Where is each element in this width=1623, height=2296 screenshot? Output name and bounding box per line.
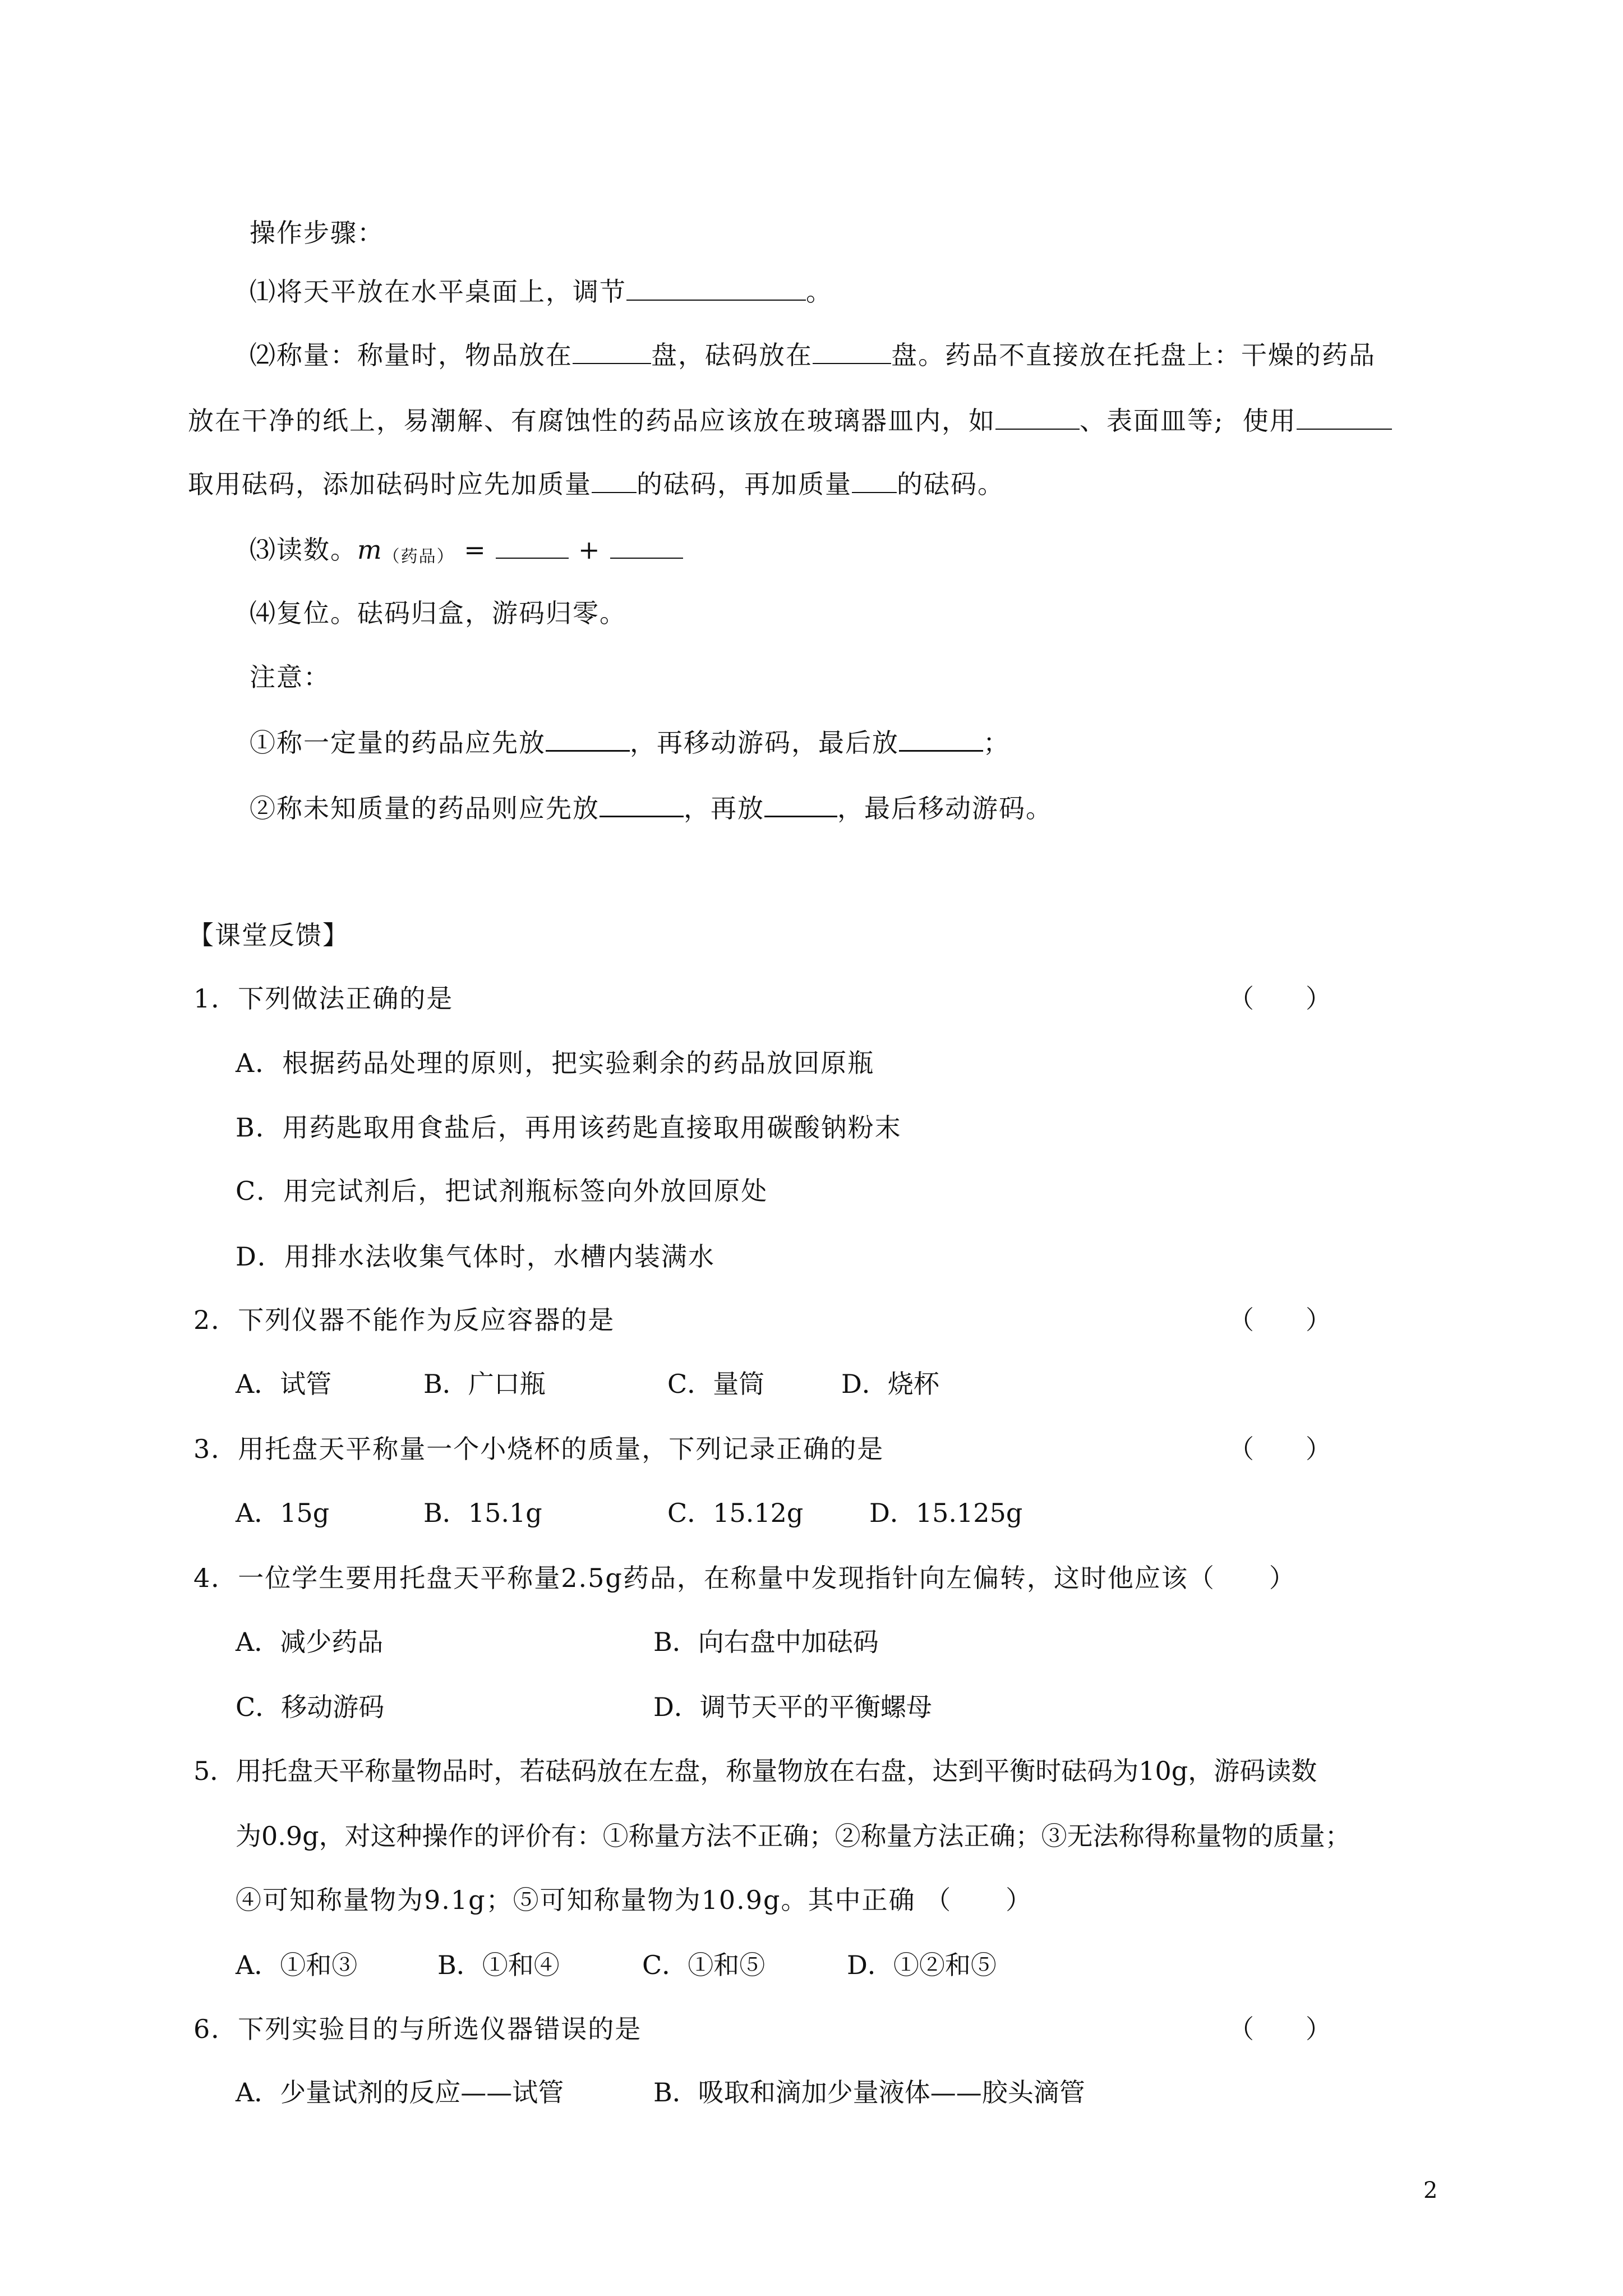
note-2-text-a: ②称未知质量的药品则应先放 xyxy=(250,793,600,823)
step-2-text-f: 取用砝码，添加砝码时应先加质量 xyxy=(188,469,592,499)
q1-option-c[interactable]: C．用完试剂后，把试剂瓶标签向外放回原处 xyxy=(236,1176,768,1206)
q4-option-a[interactable]: A．减少药品 xyxy=(236,1627,384,1657)
q2-option-c[interactable]: C．量筒 xyxy=(667,1369,765,1399)
step-1 xyxy=(250,275,833,309)
note-2 xyxy=(250,791,1053,825)
step-2-text-g: 的砝码，再加质量 xyxy=(637,469,852,499)
step-3 xyxy=(250,533,683,574)
q1-option-a[interactable]: A．根据药品处理的原则，把实验剩余的药品放回原瓶 xyxy=(236,1048,875,1078)
q1-stem: 1．下列做法正确的是 xyxy=(193,983,454,1014)
blank-object-pan[interactable] xyxy=(573,338,651,364)
q2-option-a[interactable]: A．试管 xyxy=(236,1369,332,1399)
q3-options xyxy=(236,1496,1357,1530)
blank-adjust[interactable] xyxy=(626,275,806,301)
q5-option-b[interactable]: B．①和④ xyxy=(437,1950,560,1980)
step-2-text-c: 盘。药品不直接放在托盘上：干燥的药品 xyxy=(891,340,1376,370)
page-number: 2 xyxy=(1423,2178,1438,2203)
step-2-text-b: 盘，砝码放在 xyxy=(651,340,813,370)
q4-option-c[interactable]: C．移动游码 xyxy=(236,1692,385,1722)
note-1-text-b: ，再移动游码，最后放 xyxy=(630,728,899,758)
q2-stem: 2．下列仪器不能作为反应容器的是 xyxy=(193,1305,615,1335)
step-2-line-1 xyxy=(250,338,1376,372)
blank-note-1a[interactable] xyxy=(546,725,630,752)
blank-note-1b[interactable] xyxy=(899,725,983,752)
steps-heading: 操作步骤： xyxy=(250,218,384,248)
q2-answer-paren[interactable]: （ ） xyxy=(1228,1305,1331,1335)
q4-option-b[interactable]: B．向右盘中加砝码 xyxy=(653,1627,879,1657)
q6-stem: 6．下列实验目的与所选仪器错误的是 xyxy=(193,2014,642,2044)
note-1-text-a: ①称一定量的药品应先放 xyxy=(250,728,546,758)
notes-heading: 注意： xyxy=(250,662,330,692)
q6-answer-paren[interactable]: （ ） xyxy=(1228,2014,1331,2044)
q4-stem: 4．一位学生要用托盘天平称量2.5g药品，在称量中发现指针向左偏转，这时他应该（ ） xyxy=(193,1563,1296,1593)
step-2-text-h: 的砝码。 xyxy=(897,469,1004,499)
step-2-text-d: 放在干净的纸上，易潮解、有腐蚀性的药品应该放在玻璃器皿内，如 xyxy=(188,406,995,436)
note-1 xyxy=(250,725,1010,760)
note-2-text-c: ，最后移动游码。 xyxy=(837,793,1053,823)
step-1-text: ⑴将天平放在水平桌面上，调节 xyxy=(250,277,626,307)
blank-container[interactable] xyxy=(995,404,1080,430)
q5-option-c[interactable]: C．①和⑤ xyxy=(642,1950,766,1980)
plus-sign: + xyxy=(569,535,611,565)
q5-line-3: ④可知称量物为9.1g；⑤可知称量物为10.9g。其中正确 （ ） xyxy=(236,1885,1033,1915)
q1-option-d[interactable]: D．用排水法收集气体时，水槽内装满水 xyxy=(236,1241,715,1272)
feedback-heading: 【课堂反馈】 xyxy=(188,920,349,950)
q6-option-b[interactable]: B．吸取和滴加少量液体——胶头滴管 xyxy=(653,2077,1085,2108)
blank-weight-pan[interactable] xyxy=(813,338,891,364)
q5-option-d[interactable]: D．①②和⑤ xyxy=(847,1950,997,1980)
step-2-text-a: ⑵称量：称量时，物品放在 xyxy=(250,340,573,370)
q2-option-d[interactable]: D．烧杯 xyxy=(841,1369,939,1399)
step-1-end: 。 xyxy=(806,277,833,307)
q5-options xyxy=(236,1948,1357,1982)
blank-tool[interactable] xyxy=(1297,404,1392,430)
q5-line-2: 为0.9g，对这种操作的评价有：①称量方法不正确；②称量方法正确；③无法称得称量物的质量； xyxy=(236,1821,1351,1851)
step-4: ⑷复位。砝码归盒，游码归零。 xyxy=(250,598,626,628)
q2-option-b[interactable]: B．广口瓶 xyxy=(423,1369,546,1399)
step-2-line-3 xyxy=(188,467,1004,501)
q3-option-b[interactable]: B．15.1g xyxy=(423,1498,542,1528)
step-2-line-2 xyxy=(188,404,1392,438)
note-1-text-c: ； xyxy=(983,728,1010,758)
q4-option-d[interactable]: D．调节天平的平衡螺母 xyxy=(653,1692,932,1722)
q3-stem: 3．用托盘天平称量一个小烧杯的质量，下列记录正确的是 xyxy=(193,1434,884,1464)
blank-reading-1[interactable] xyxy=(496,533,569,559)
q1-answer-paren[interactable]: （ ） xyxy=(1228,983,1331,1014)
blank-reading-2[interactable] xyxy=(610,533,683,559)
q5-option-a[interactable]: A．①和③ xyxy=(236,1950,358,1980)
q6-option-a[interactable]: A．少量试剂的反应——试管 xyxy=(236,2077,564,2108)
note-2-text-b: ，再放 xyxy=(684,793,764,823)
q3-answer-paren[interactable]: （ ） xyxy=(1228,1434,1331,1464)
q4-options-row-2 xyxy=(236,1690,1357,1724)
blank-mass-first[interactable] xyxy=(592,467,637,493)
equals-sign: = xyxy=(454,535,496,565)
mass-subscript: （药品） xyxy=(382,547,455,567)
mass-symbol: m xyxy=(357,535,383,565)
q6-options xyxy=(236,2076,1413,2109)
q2-options xyxy=(236,1367,1357,1401)
blank-note-2b[interactable] xyxy=(764,791,837,817)
blank-note-2a[interactable] xyxy=(600,791,684,817)
q3-option-a[interactable]: A．15g xyxy=(236,1498,330,1528)
q1-option-b[interactable]: B．用药匙取用食盐后，再用该药匙直接取用碳酸钠粉末 xyxy=(236,1112,902,1143)
q3-option-c[interactable]: C．15.12g xyxy=(667,1498,804,1528)
q3-option-d[interactable]: D．15.125g xyxy=(869,1498,1023,1528)
step-2-text-e: 、表面皿等; 使用 xyxy=(1080,406,1297,436)
step-3-text: ⑶读数。 xyxy=(250,535,357,565)
blank-mass-second[interactable] xyxy=(852,467,897,493)
q5-line-1: 5．用托盘天平称量物品时，若砝码放在左盘，称量物放在右盘，达到平衡时砝码为10g，游码读数 xyxy=(193,1756,1317,1786)
q4-options-row-1 xyxy=(236,1625,1357,1659)
